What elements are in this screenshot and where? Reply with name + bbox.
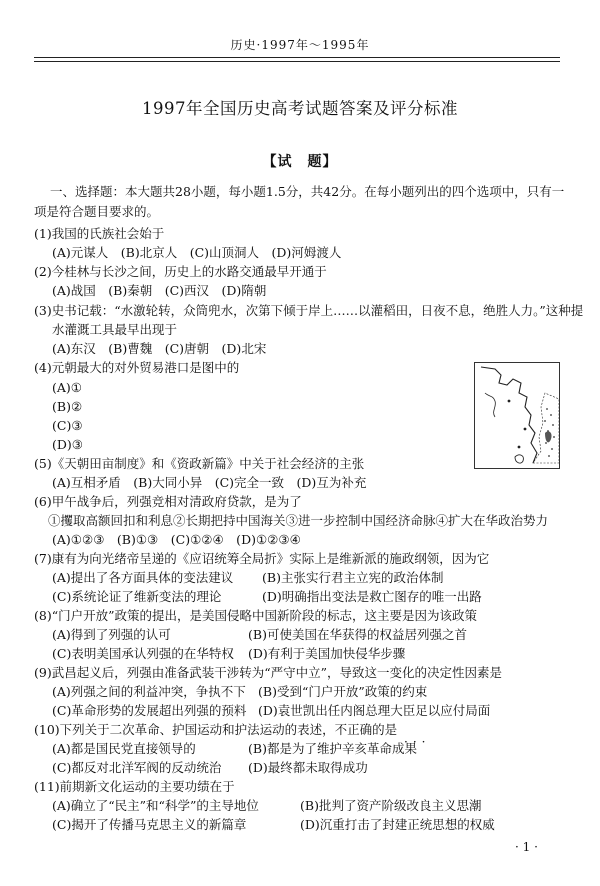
question-option: (B)主张实行君主立宪的政治体制 — [262, 570, 444, 585]
question-option: (A)都是国民党直接领导的 — [52, 741, 196, 756]
question-option: (A)确立了“民主”和“科学”的主导地位 — [52, 798, 259, 813]
running-header: 历史·1997年～1995年 — [230, 38, 370, 52]
emphasis-marks: ··· — [404, 735, 431, 749]
map-drawing — [475, 363, 559, 468]
question-option: (A)① — [52, 380, 82, 395]
question-stem: (11)前期新文化运动的主要功绩在于 — [34, 779, 235, 794]
coastline-map — [474, 362, 560, 469]
question-stem: ①攫取高额回扣和利息②长期把持中国海关③进一步控制中国经济命脉④扩大在华政治势力 — [48, 513, 549, 528]
header-rule-thin — [34, 61, 560, 62]
question-option: (C)革命形势的发展超出列强的预料 — [52, 703, 247, 718]
question-options: (A)战国 (B)秦朝 (C)西汉 (D)隋朝 — [52, 283, 267, 298]
question-option: (A)列强之间的利益冲突，争执不下 — [52, 684, 246, 699]
question-option: (B)都是为了维护辛亥革命成果 — [248, 741, 417, 756]
question-stem: (7)康有为向光绪帝呈递的《应诏统筹全局折》实际上是维新派的施政纲领，因为它 — [34, 551, 490, 566]
question-option: (D)明确指出变法是救亡图存的唯一出路 — [262, 589, 482, 604]
instructions-line: 一、选择题：本大题共28小题，每小题1.5分，共42分。在每小题列出的四个选项中，只有一 — [50, 184, 565, 199]
question-option: (D)沉重打击了封建正统思想的权威 — [300, 817, 495, 832]
question-option: (D)③ — [52, 437, 83, 452]
question-stem: (3)史书记载：“水激轮转，众筒兜水，次第下倾于岸上……以灌稻田，日夜不息，绝胜人力。”这种提 — [34, 303, 584, 318]
question-option: (A)提出了各方面具体的变法建议 — [52, 570, 234, 585]
question-option: (C)都反对北洋军阀的反动统治 — [52, 760, 222, 775]
question-options: (A)互相矛盾 (B)大同小异 (C)完全一致 (D)互为补充 — [52, 475, 367, 490]
question-option: (C)系统论证了维新变法的理论 — [52, 589, 222, 604]
page-title: 1997年全国历史高考试题答案及评分标准 — [142, 99, 458, 118]
question-option: (A)得到了列强的认可 — [52, 627, 171, 642]
question-options: (A)元谋人 (B)北京人 (C)山顶洞人 (D)河姆渡人 — [52, 245, 342, 260]
question-option: (B)可使美国在华获得的权益居列强之首 — [248, 627, 467, 642]
question-stem: 水灌溉工具最早出现于 — [52, 322, 178, 337]
question-option: (D)有利于美国加快侵华步骤 — [248, 646, 406, 661]
question-option: (B)受到“门户开放”政策的约束 — [258, 684, 428, 699]
question-options: (A)东汉 (B)曹魏 (C)唐朝 (D)北宋 — [52, 341, 267, 356]
question-stem: (10)下列关于二次革命、护国运动和护法运动的表述，不正确的是 — [34, 722, 398, 737]
question-option: (D)最终都未取得成功 — [248, 760, 368, 775]
section-title: 【试 题】 — [262, 154, 338, 170]
question-option: (C)揭开了传播马克思主义的新篇章 — [52, 817, 247, 832]
page-number: · 1 · — [515, 840, 538, 854]
question-stem: (4)元朝最大的对外贸易港口是图中的 — [34, 360, 240, 375]
question-stem: (1)我国的氏族社会始于 — [34, 226, 165, 241]
instructions-line: 项是符合题目要求的。 — [34, 204, 160, 219]
question-option: (C)③ — [52, 418, 83, 433]
question-option: (B)批判了资产阶级改良主义思潮 — [300, 798, 482, 813]
question-stem: (2)今桂林与长沙之间，历史上的水路交通最早开通于 — [34, 264, 327, 279]
question-option: (C)表明美国承认列强的在华特权 — [52, 646, 234, 661]
question-stem: (9)武昌起义后，列强由准备武装干涉转为“严守中立”，导致这一变化的决定性因素是 — [34, 665, 502, 680]
header-rule-thick — [34, 57, 560, 58]
question-stem: (5)《天朝田亩制度》和《资政新篇》中关于社会经济的主张 — [34, 456, 365, 471]
question-option: (D)袁世凯出任内阁总理大臣足以应付局面 — [258, 703, 491, 718]
question-stem: (8)“门户开放”政策的提出，是美国侵略中国新阶段的标志，这主要是因为该政策 — [34, 608, 477, 623]
question-option: (B)② — [52, 399, 83, 414]
question-options: (A)①②③ (B)①③ (C)①②④ (D)①②③④ — [52, 532, 301, 547]
question-stem: (6)甲午战争后，列强竞相对清政府贷款，是为了 — [34, 494, 302, 509]
